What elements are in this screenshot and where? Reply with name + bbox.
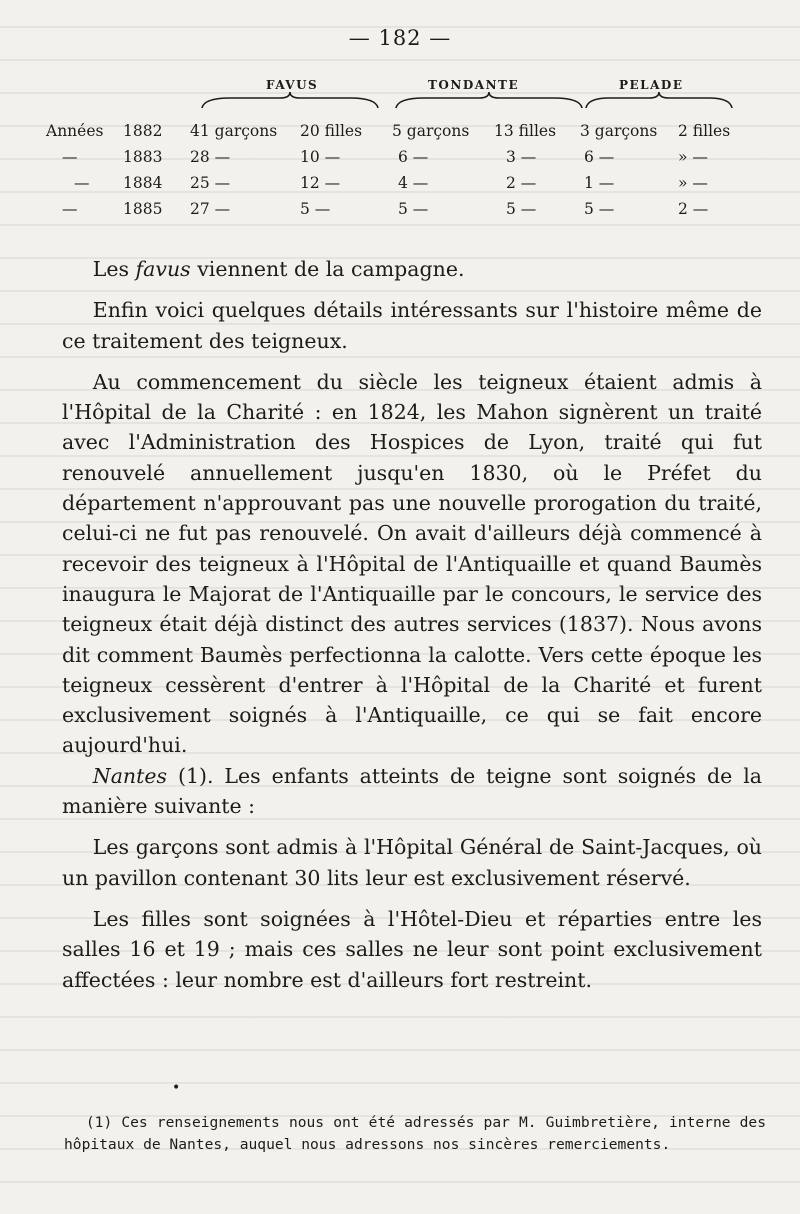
table-row	[44, 174, 764, 196]
table-cell: 4 —	[398, 174, 429, 192]
table-cell: Années	[46, 122, 104, 140]
text-span: Les	[92, 257, 136, 281]
brace-favus	[200, 90, 380, 110]
text-span: (1). Les enfants atteints de teigne sont soignés de la manière suivante :	[62, 763, 762, 819]
table-cell: 12 —	[300, 174, 341, 192]
table-cell: 5 —	[584, 200, 615, 218]
footnote-text: (1) Ces renseignements nous ont été adressés par M. Guimbretière, interne des hôpitaux de Nantes, auquel nous adressons nos sincères remerciements.	[64, 1114, 766, 1153]
paragraph-history-intro: Enfin voici quelques détails intéressants sur l'histoire même de ce traitement des teigneux.	[62, 298, 762, 353]
table-cell: —	[62, 200, 78, 218]
body-text	[62, 254, 762, 995]
table-cell: 28 —	[190, 148, 231, 166]
table-cell: 2 filles	[678, 122, 731, 140]
table-cell: 10 —	[300, 148, 341, 166]
table-cell: 41 garçons	[190, 122, 278, 140]
table-cell: 3 garçons	[580, 122, 658, 140]
table-cell: 1884	[123, 174, 163, 192]
header-favus: FAVUS	[266, 78, 319, 92]
paragraph-girls: Les filles sont soignées à l'Hôtel-Dieu et réparties entre les salles 16 et 19 ; mais ces salles ne leur sont point exclusivement affectées : leur nombre est d'ailleurs fort restreint.	[62, 906, 762, 992]
table-cell: 1882	[123, 122, 163, 140]
table-cell: 25 —	[190, 174, 231, 192]
brace-pelade	[584, 90, 734, 110]
table-cell: 1 —	[584, 174, 615, 192]
table-cell: 27 —	[190, 200, 231, 218]
table-cell: 5 —	[300, 200, 331, 218]
table-cell: 1883	[123, 148, 163, 166]
header-tondante: TONDANTE	[428, 78, 520, 92]
page-number: — 182 —	[348, 26, 452, 50]
paragraph-favus	[62, 254, 762, 284]
paragraph-boys: Les garçons sont admis à l'Hôpital Général de Saint-Jacques, où un pavillon contenant 30 lits leur est exclusivement réservé.	[62, 835, 762, 890]
table-cell: —	[62, 148, 78, 166]
table-cell: 1885	[123, 200, 163, 218]
table-cell: —	[74, 174, 90, 192]
table-cell: » —	[678, 174, 708, 192]
paragraph-nantes	[62, 761, 762, 822]
table-row	[44, 148, 764, 170]
table-cell: » —	[678, 148, 708, 166]
table-cell: 20 filles	[300, 122, 363, 140]
table-row	[44, 122, 764, 144]
table-cell: 13 filles	[494, 122, 557, 140]
printer-mark: •	[172, 1080, 181, 1096]
table-cell: 3 —	[506, 148, 537, 166]
italic-nantes: Nantes	[92, 763, 168, 788]
table-row	[44, 200, 764, 222]
paragraph-history: Au commencement du siècle les teigneux étaient admis à l'Hôpital de la Charité : en 1824, les Mahon signèrent un traité avec l'Administration des Hospices de Lyon, traité qui fut renouvelé annuellement jusqu'en 1830, où le Préfet du département n'approuvant pas une nouvelle prorogation du traité, celui-ci ne fut pas renouvelé. On avait d'ailleurs déjà commencé à recevoir des teigneux à l'Hôpital de l'Antiquaille et quand Baumès inaugura le Majorat de l'Antiquaille par le concours, le service des teigneux était déjà distinct des autres services (1837). Nous avons dit comment Baumès perfectionna la calotte. Vers cette époque les teigneux cessèrent d'entrer à l'Hôpital de la Charité et furent exclusivement soignés à l'Antiquaille, ce qui se fait encore aujourd'hui.	[62, 369, 762, 758]
text-span: viennent de la campagne.	[190, 257, 465, 281]
table-cell: 2 —	[506, 174, 537, 192]
footnote	[64, 1112, 766, 1156]
italic-favus: favus	[135, 257, 191, 281]
table-cell: 2 —	[678, 200, 709, 218]
table-cell: 5 garçons	[392, 122, 470, 140]
table-cell: 6 —	[584, 148, 615, 166]
table-cell: 6 —	[398, 148, 429, 166]
brace-tondante	[394, 90, 584, 110]
header-pelade: PELADE	[619, 78, 684, 92]
table-cell: 5 —	[506, 200, 537, 218]
table-cell: 5 —	[398, 200, 429, 218]
